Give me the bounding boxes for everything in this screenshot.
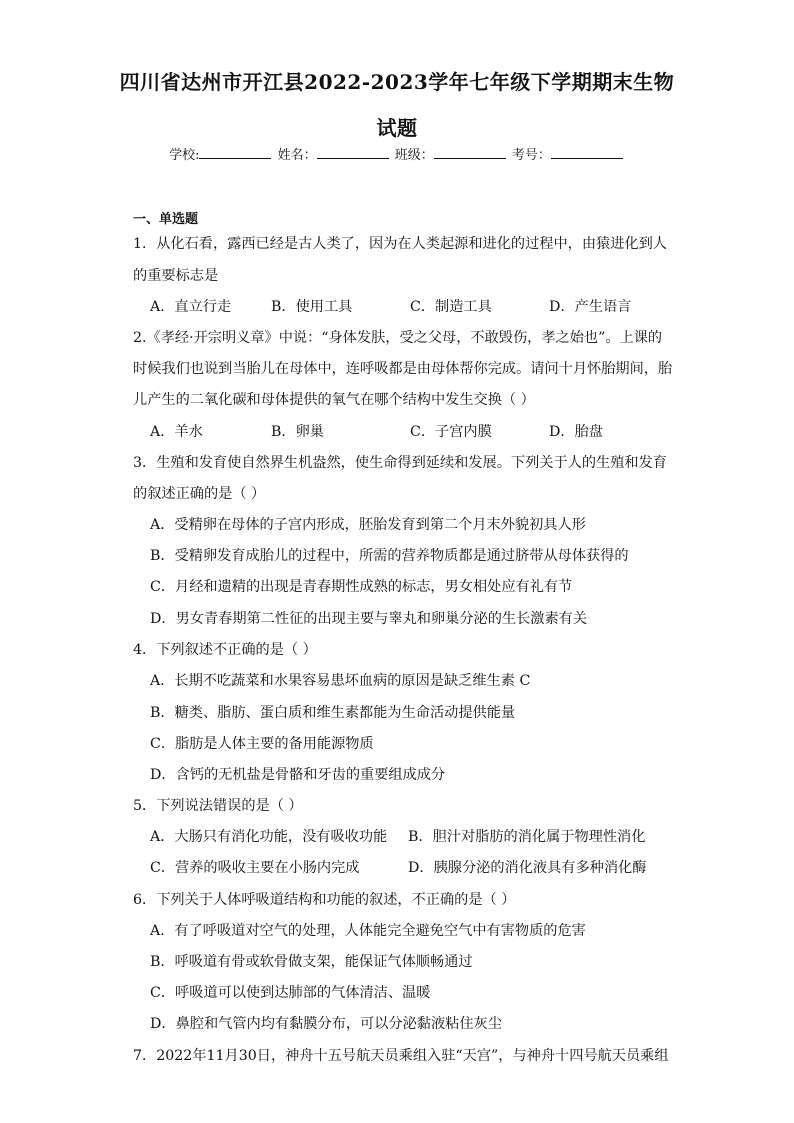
name-label: 姓名： (277, 148, 317, 163)
page-title-line1: 四川省达州市开江县2022-2023学年七年级下学期期末生物 (119, 70, 675, 94)
q6-line1: 6．下列关于人体呼吸道结构和功能的叙述，不正确的是（ ） (133, 892, 516, 908)
name-blank (317, 146, 389, 159)
number-blank (551, 146, 623, 159)
q2-option-c: C．子宫内膜 (410, 424, 492, 440)
q2-option-b: B．卵巢 (271, 424, 324, 440)
q2-line3: 儿产生的二氧化碳和母体提供的氧气在哪个结构中发生交换（ ） (133, 392, 535, 408)
school-label: 学校: (169, 148, 200, 163)
q4-option-b: B．糖类、脂肪、蛋白质和维生素都能为生命活动提供能量 (150, 705, 516, 721)
class-blank (434, 146, 506, 159)
student-info-line (0, 144, 794, 163)
q2-line1: 2.《孝经·开宗明义章》中说：“身体发肤，受之父母，不敢毁伤，孝之始也”。上课的 (133, 330, 663, 346)
q6-option-b: B．呼吸道有骨或软骨做支架，能保证气体顺畅通过 (150, 954, 473, 970)
q1-line2: 的重要标志是 (133, 268, 219, 284)
q1-option-d: D．产生语言 (549, 299, 632, 315)
q5-line1: 5．下列说法错误的是（ ） (133, 798, 303, 814)
q3-line1: 3．生殖和发育使自然界生机盎然，使生命得到延续和发展。下列关于人的生殖和发育 (133, 455, 667, 471)
q2-line2: 时候我们也说到当胎儿在母体中，连呼吸都是由母体帮你完成。请问十月怀胎期间，胎 (133, 361, 673, 377)
q3-option-a: A．受精卵在母体的子宫内形成，胚胎发育到第二个月末外貌初具人形 (150, 517, 586, 533)
q3-option-d: D．男女青春期第二性征的出现主要与睾丸和卵巢分泌的生长激素有关 (150, 611, 588, 627)
class-label: 班级： (394, 148, 434, 163)
q2-option-a: A．羊水 (150, 424, 203, 440)
q4-option-d: D．含钙的无机盐是骨骼和牙齿的重要组成成分 (150, 767, 446, 783)
q6-option-a: A．有了呼吸道对空气的处理，人体能完全避免空气中有害物质的危害 (150, 923, 586, 939)
q4-line1: 4．下列叙述不正确的是（ ） (133, 642, 317, 658)
q1-line1: 1．从化石看，露西已经是古人类了，因为在人类起源和进化的过程中，由猿进化到人 (133, 236, 667, 252)
q5-option-c: C．营养的吸收主要在小肠内完成 (150, 860, 360, 876)
q5-option-a: A．大肠只有消化功能，没有吸收功能 (150, 829, 388, 845)
q1-option-b: B．使用工具 (271, 299, 353, 315)
q7-line1: 7．2022年11月30日，神舟十五号航天员乘组入驻“天宫”，与神舟十四号航天员乘组 (133, 1048, 669, 1064)
q6-option-d: D．鼻腔和气管内均有黏膜分布，可以分泌黏液粘住灰尘 (150, 1016, 502, 1032)
number-label: 考号： (511, 148, 551, 163)
q1-option-c: C．制造工具 (410, 299, 492, 315)
section-heading: 一、单选题 (133, 212, 199, 227)
q3-option-c: C．月经和遗精的出现是青春期性成熟的标志，男女相处应有礼有节 (150, 579, 573, 595)
q4-option-c: C．脂肪是人体主要的备用能源物质 (150, 736, 374, 752)
q3-option-b: B．受精卵发育成胎儿的过程中，所需的营养物质都是通过脐带从母体获得的 (150, 548, 629, 564)
q2-option-d: D．胎盘 (549, 424, 603, 440)
page-title-line2: 试题 (376, 116, 418, 140)
q6-option-c: C．呼吸道可以使到达肺部的气体清洁、温暖 (150, 985, 431, 1001)
school-blank (199, 146, 271, 159)
q3-line2: 的叙述正确的是（ ） (133, 486, 266, 502)
q1-option-a: A．直立行走 (150, 299, 232, 315)
q4-option-a: A．长期不吃蔬菜和水果容易患坏血病的原因是缺乏维生素 C (150, 673, 531, 689)
q5-option-d: D．胰腺分泌的消化液具有多种消化酶 (408, 860, 647, 876)
q5-option-b: B．胆汁对脂肪的消化属于物理性消化 (408, 829, 646, 845)
